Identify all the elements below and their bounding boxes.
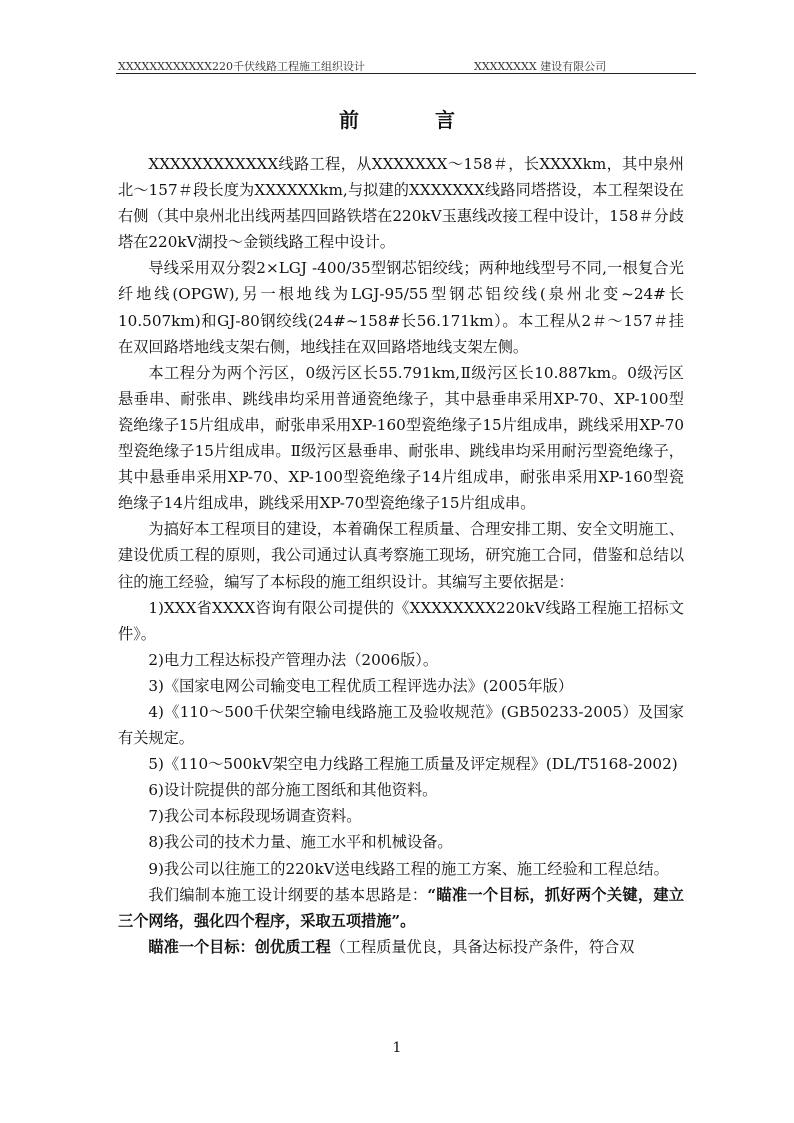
basis-item-8: 8)我公司的技术力量、施工水平和机械设备。 (148, 833, 453, 852)
basis-item-4: 4)《110～500千伏架空输电线路施工及验收规范》(GB50233-2005）及国家有关规定。 (118, 702, 684, 748)
paragraph-basis-intro: 为搞好本工程项目的建设，本着确保工程质量、合理安排工期、安全文明施工、建设优质工程的原则，我公司通过认真考察施工现场，研究施工合同，借鉴和总结以往的施工经验，编写了本标段的施工组织设计。其编写主要依据是： (118, 520, 684, 591)
basis-item-5: 5)《110～500kV架空电力线路工程施工质量及评定规程》(DL/T5168-2002) (148, 755, 678, 774)
paragraph-pollution-zones: 本工程分为两个污区，0级污区长55.791km,Ⅱ级污区长10.887km。0级污区悬垂串、耐张串、跳线串均采用普通瓷绝缘子，其中悬垂串采用XP-70、XP-100型瓷绝缘子15片组成串，耐张串采用XP-160型瓷绝缘子15片组成串，跳线采用XP-70型瓷绝缘子15片组成串。Ⅱ级污区悬垂串、耐张串、跳线串均采用耐污型瓷绝缘子，其中悬垂串采用XP-70、XP-100型瓷绝缘子14片组成串，耐张串采用XP-160型瓷绝缘子14片组成串，跳线采用XP-70型瓷绝缘子15片组成串。 (118, 363, 684, 513)
basis-item-2: 2)电力工程达标投产管理办法（2006版）。 (148, 650, 439, 669)
page-header (116, 56, 696, 74)
page-title: 前 言 (339, 108, 483, 132)
paragraph-conductors: 导线采用双分裂2×LGJ -400/35型钢芯铝绞线；两种地线型号不同,一根复合光纤地线(OPGW),另一根地线为LGJ-95/55型钢芯铝绞线(泉州北变~24#长10.507km)和GJ-80钢绞线(24#~158#长56.171km）。本工程从2＃～157＃挂在双回路塔地线支架右侧，地线挂在双回路塔地线支架左侧。 (118, 259, 684, 356)
basis-item-7: 7)我公司本标段现场调查资料。 (148, 807, 362, 826)
paragraph-overview: XXXXXXXXXXXX线路工程，从XXXXXXX～158＃，长XXXXkm，其中泉州北～157＃段长度为XXXXXXkm,与拟建的XXXXXXX线路同塔搭设，本工程架设在右侧（其中泉州北出线两基四回路铁塔在220kV玉惠线改接工程中设计，158＃分歧塔在220kV湖投～金锁线路工程中设计。 (118, 155, 684, 252)
basis-item-1: 1)XXX省XXXX咨询有限公司提供的《XXXXXXXX220kV线路工程施工招标文件》。 (118, 598, 684, 643)
header-company-name: XXXXXXXX 建设有限公司 (474, 60, 607, 73)
header-project-title: XXXXXXXXXXXX220千伏线路工程施工组织设计 (118, 60, 365, 73)
approach-lead: 我们编制本施工设计纲要的基本思路是： (148, 885, 428, 904)
basis-item-3: 3)《国家电网公司输变电工程优质工程评选办法》(2005年版） (148, 676, 574, 695)
approach-motto: “瞄准一个目标，抓好两个关键，建立三个网络，强化四个程序，采取五项措施”。 (118, 885, 684, 930)
header-divider (116, 73, 696, 74)
page-number: 1 (392, 1040, 402, 1056)
paragraph-approach (118, 882, 684, 934)
basis-item-9: 9)我公司以往施工的220kV送电线路工程的施工方案、施工经验和工程总结。 (148, 859, 669, 878)
paragraph-goal (118, 934, 684, 960)
goal-heading: 瞄准一个目标：创优质工程 (148, 937, 331, 956)
goal-text: （工程质量优良，具备达标投产条件，符合双 (330, 937, 635, 956)
document-body (118, 151, 684, 960)
basis-item-6: 6)设计院提供的部分施工图纸和其他资料。 (148, 781, 438, 800)
